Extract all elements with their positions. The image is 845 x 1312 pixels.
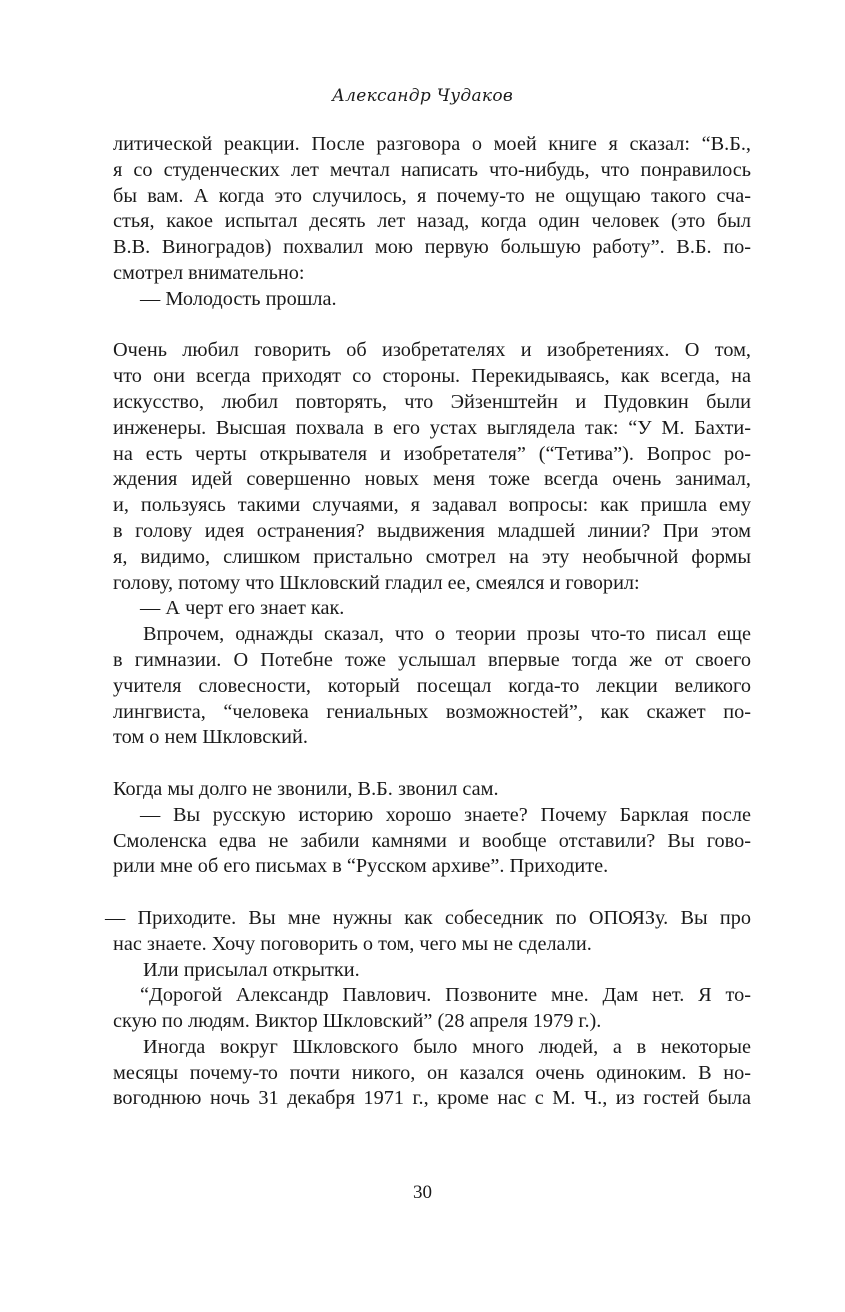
text-line: скую по людям. Виктор Шкловский” (28 апреля 1979 г.). [113,1010,602,1033]
text-line: на есть черты открывателя и изобретателя” (“Тетива”). Вопрос ро- [113,442,751,465]
text-line: вогоднюю ночь 31 декабря 1971 г., кроме нас с М. Ч., из гостей была [113,1087,751,1110]
text-line: “Дорогой Александр Павлович. Позвоните мне. Дам нет. Я то- [140,984,751,1007]
text-line: лингвиста, “человека гениальных возможностей”, как скажет по- [113,700,751,723]
running-title: Александр Чудаков [331,86,514,106]
text-line: месяцы почему-то почти никого, он казался очень одиноким. В но- [113,1061,751,1084]
text-line: литической реакции. После разговора о моей книге я сказал: “В.Б., [113,133,751,155]
text-line: смотрел внимательно: [113,261,305,284]
text-line: Иногда вокруг Шкловского было много людей, а в некоторые [143,1035,751,1058]
text-line: стья, какое испытал десять лет назад, когда один человек (это был [113,210,751,233]
page-number: 30 [413,1182,432,1203]
text-line: бы вам. А когда это случилось, я почему-то не ощущаю такого сча- [113,184,751,207]
text-line: я, видимо, слишком пристально смотрел на эту необычной формы [113,545,751,568]
body-text [105,132,751,1112]
text-line: и, пользуясь такими случаями, я задавал вопросы: как пришла ему [113,494,751,517]
text-line: Или присылал открытки. [143,958,360,981]
text-line: рили мне об его письмах в “Русском архиве”. Приходите. [113,855,609,878]
text-line: Смоленска едва не забили камнями и вообще отставили? Вы гово- [113,829,751,852]
text-line: учителя словесности, который посещал когда-то лекции великого [113,674,751,697]
section-break [113,313,751,339]
text-line: голову, потому что Шкловский гладил ее, смеялся и говорил: [113,571,640,594]
text-line: я со студенческих лет мечтал написать что-нибудь, что понравилось [113,158,751,181]
section-break [113,880,751,906]
text-line: ждения идей совершенно новых меня тоже всегда очень занимал, [113,468,751,491]
dialogue-line: — Вы русскую историю хорошо знаете? Почему Барклая после [140,803,751,826]
text-line: Впрочем, однажды сказал, что о теории прозы что-то писал еще [143,623,751,646]
dialogue-line: — Молодость прошла. [140,287,337,310]
text-line: том о нем Шкловский. [113,726,308,749]
text-line: инженеры. Высшая похвала в его устах выглядела так: “У М. Бахти- [113,416,751,439]
text-line: Очень любил говорить об изобретателях и изобретениях. О том, [113,339,751,362]
text-line: Когда мы долго не звонили, В.Б. звонил сам. [113,777,499,800]
text-line: нас знаете. Хочу поговорить о том, чего мы не сделали. [113,932,592,955]
text-line: искусство, любил повторять, что Эйзенштейн и Пудовкин были [113,390,751,413]
text-line: в голову идея остранения? выдвижения младшей линии? При этом [113,519,751,542]
section-break [113,751,751,777]
text-line: что они всегда приходят со стороны. Перекидываясь, как всегда, на [113,365,751,388]
text-line: В.В. Виноградов) похвалил мою первую большую работу”. В.Б. по- [113,236,751,259]
text-line: в гимназии. О Потебне тоже услышал впервые тогда же от своего [113,648,751,671]
dialogue-line: — Приходите. Вы мне нужны как собеседник по ОПОЯЗу. Вы про [105,906,751,929]
dialogue-line: — А черт его знает как. [140,597,345,620]
